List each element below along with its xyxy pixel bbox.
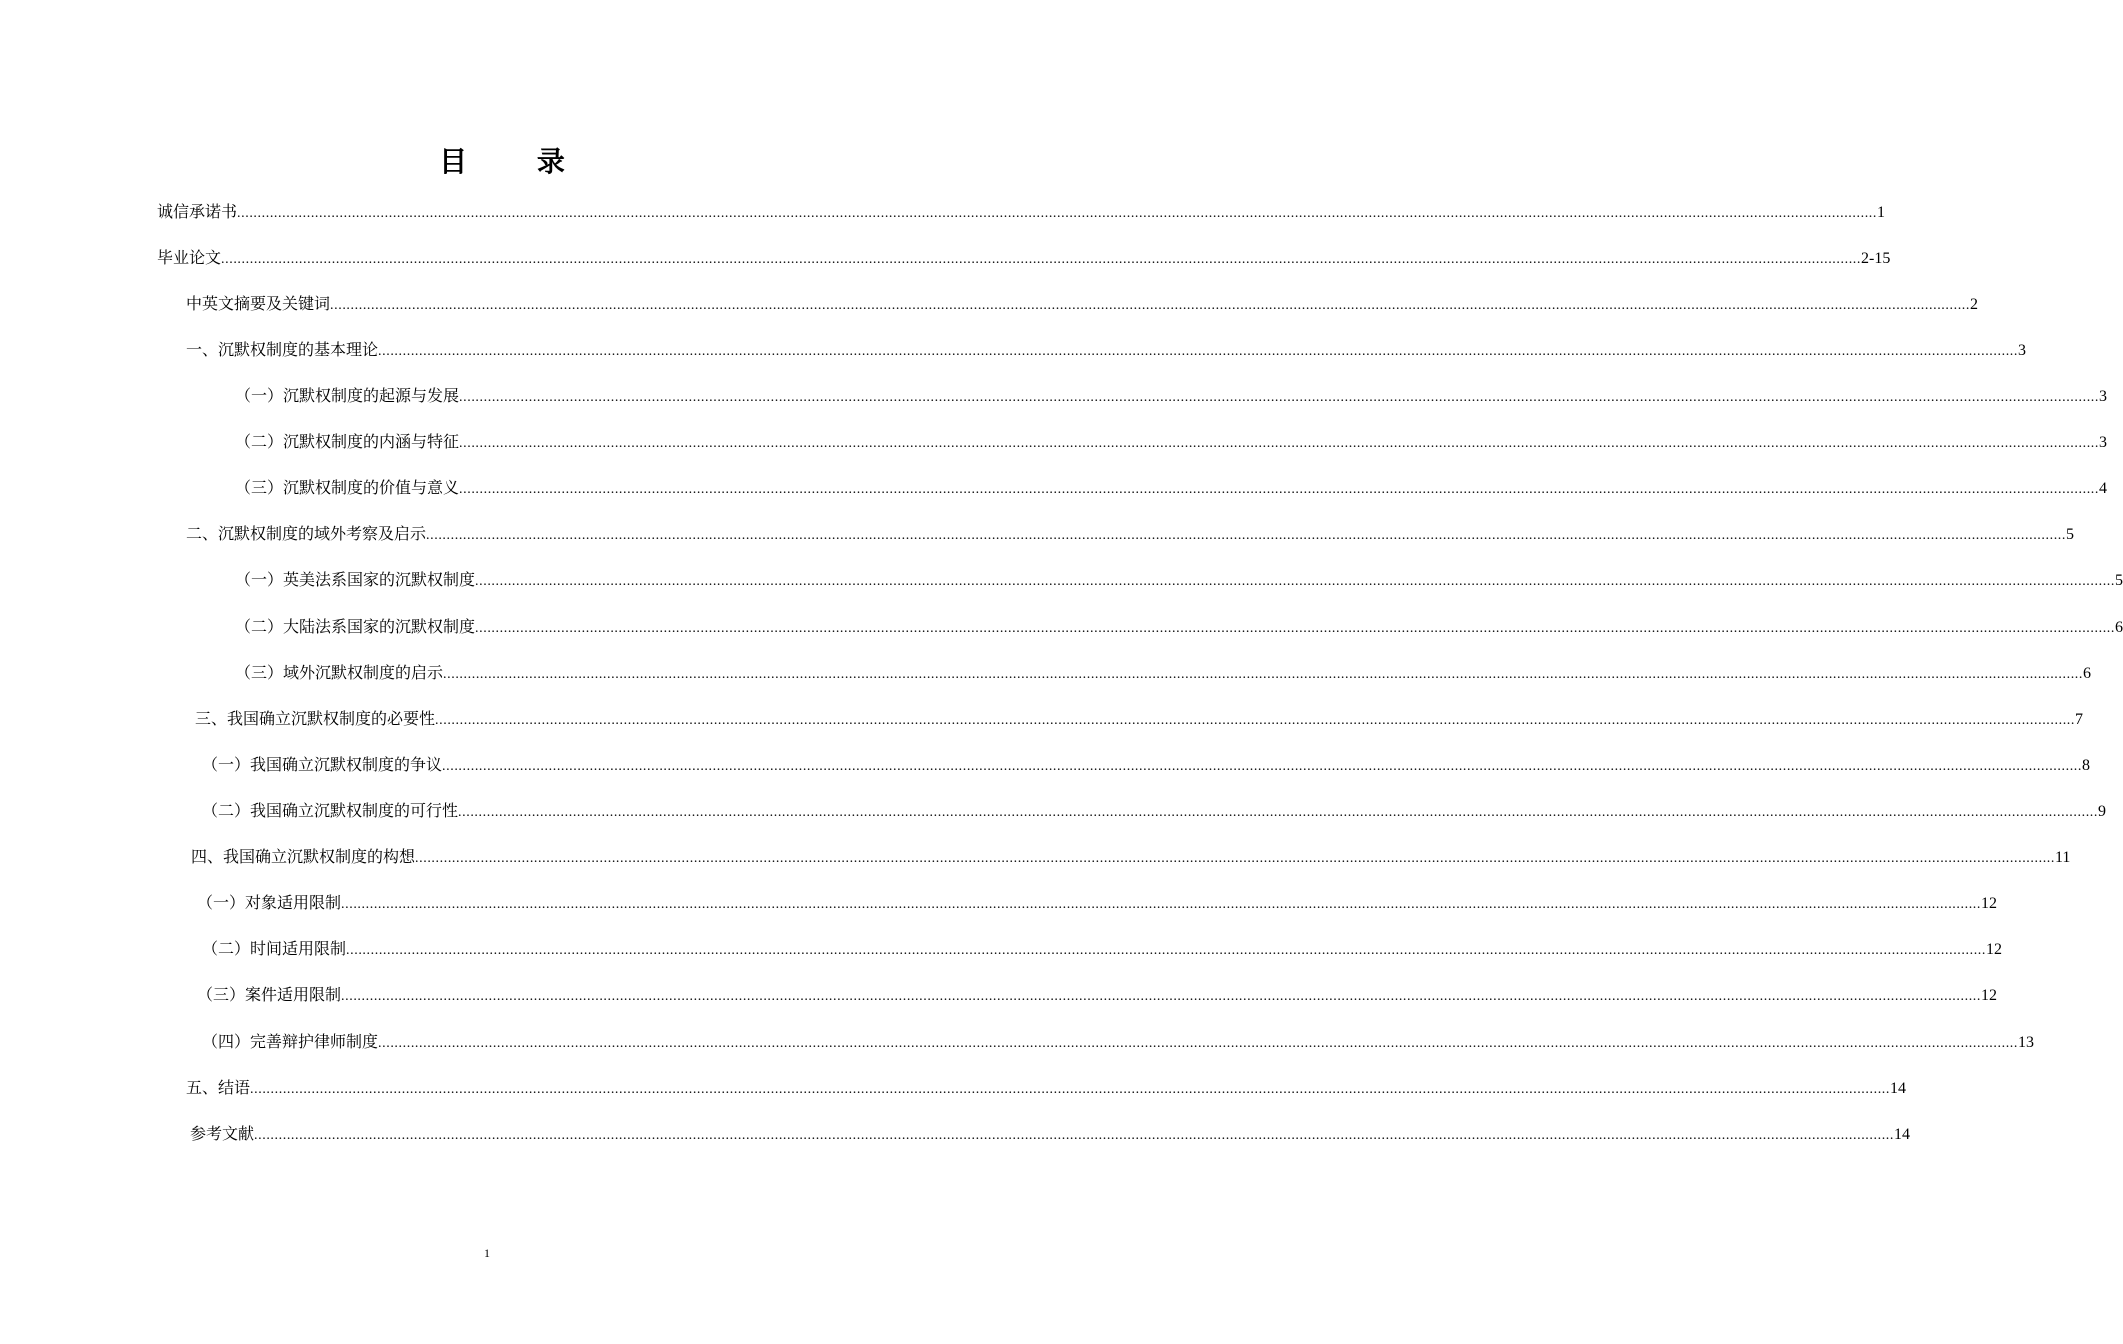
toc-entry xyxy=(235,475,2108,501)
toc-leader-dots: ................................................................................................................................................................................................................................................................................................................................................................................................................ xyxy=(459,436,2100,451)
toc-entry xyxy=(191,844,2071,870)
toc-leader-dots: ................................................................................................................................................................................................................................................................................................................................................................................................................ xyxy=(475,621,2116,636)
toc-leader-dots: ................................................................................................................................................................................................................................................................................................................................................................................................................ xyxy=(250,1082,1891,1097)
toc-entry-label: （一）沉默权制度的起源与发展 xyxy=(235,386,460,405)
toc-entry-label: （二）大陆法系国家的沉默权制度 xyxy=(235,617,476,636)
toc-leader-dots: ................................................................................................................................................................................................................................................................................................................................................................................................................ xyxy=(221,252,1862,267)
page-title: 目 录 xyxy=(439,145,595,178)
toc-entry xyxy=(202,798,2107,824)
toc-entry-label: 诚信承诺书 xyxy=(157,202,238,221)
toc-entry-page: 3 xyxy=(2099,434,2108,451)
toc-leader-dots: ................................................................................................................................................................................................................................................................................................................................................................................................................ xyxy=(475,574,2116,589)
toc-entry-label: （三）沉默权制度的价值与意义 xyxy=(235,478,460,497)
toc-entry-label: 四、我国确立沉默权制度的构想 xyxy=(191,847,416,866)
toc-entry xyxy=(186,291,1979,317)
toc-entry xyxy=(235,660,2092,686)
toc-entry-page: 6 xyxy=(2115,619,2123,636)
toc-entry xyxy=(157,199,1886,225)
toc-entry-page: 4 xyxy=(2099,480,2108,497)
toc-entry xyxy=(195,706,2084,732)
toc-leader-dots: ................................................................................................................................................................................................................................................................................................................................................................................................................ xyxy=(459,390,2100,405)
toc-entry xyxy=(202,752,2091,778)
toc-entry-page: 12 xyxy=(1981,987,1998,1004)
toc-entry-label: （二）时间适用限制 xyxy=(202,939,347,958)
toc-entry xyxy=(235,429,2108,455)
toc-leader-dots: ................................................................................................................................................................................................................................................................................................................................................................................................................ xyxy=(459,482,2100,497)
toc-entry-page: 14 xyxy=(1890,1080,1907,1097)
toc-entry-label: 二、沉默权制度的域外考察及启示 xyxy=(186,524,427,543)
toc-entry-label: 三、我国确立沉默权制度的必要性 xyxy=(195,709,436,728)
toc-entry-label: （四）完善辩护律师制度 xyxy=(202,1032,379,1051)
toc-entry xyxy=(197,982,1998,1008)
toc-leader-dots: ................................................................................................................................................................................................................................................................................................................................................................................................................ xyxy=(442,759,2083,774)
toc-entry xyxy=(186,521,2075,547)
toc-entry-label: （二）我国确立沉默权制度的可行性 xyxy=(202,801,459,820)
toc-entry xyxy=(197,890,1998,916)
toc-entry-label: （二）沉默权制度的内涵与特征 xyxy=(235,432,460,451)
toc-entry-page: 3 xyxy=(2099,388,2108,405)
toc-entry xyxy=(235,614,2123,640)
toc-entry-label: 一、沉默权制度的基本理论 xyxy=(186,340,379,359)
toc-leader-dots: ................................................................................................................................................................................................................................................................................................................................................................................................................ xyxy=(458,805,2099,820)
toc-entry xyxy=(157,245,1891,271)
toc-entry-page: 1 xyxy=(1877,204,1886,221)
toc-leader-dots: ................................................................................................................................................................................................................................................................................................................................................................................................................ xyxy=(346,943,1987,958)
toc-entry-page: 7 xyxy=(2075,711,2084,728)
toc-entry xyxy=(202,1029,2035,1055)
toc-leader-dots: ................................................................................................................................................................................................................................................................................................................................................................................................................ xyxy=(341,989,1982,1004)
toc-leader-dots: ................................................................................................................................................................................................................................................................................................................................................................................................................ xyxy=(426,528,2067,543)
toc-entry-label: 中英文摘要及关键词 xyxy=(186,294,331,313)
toc-entry-label: （一）对象适用限制 xyxy=(197,893,342,912)
toc-entry-label: 参考文献 xyxy=(190,1124,255,1143)
toc-entry-label: （三）案件适用限制 xyxy=(197,985,342,1004)
toc-entry-page: 2-15 xyxy=(1861,250,1891,267)
toc-leader-dots: ................................................................................................................................................................................................................................................................................................................................................................................................................ xyxy=(330,298,1971,313)
toc-entry-page: 6 xyxy=(2083,665,2092,682)
toc-entry-label: 毕业论文 xyxy=(157,248,222,267)
toc-entry xyxy=(235,383,2108,409)
toc-entry-page: 14 xyxy=(1894,1126,1911,1143)
toc-entry-page: 9 xyxy=(2098,803,2107,820)
toc-leader-dots: ................................................................................................................................................................................................................................................................................................................................................................................................................ xyxy=(378,1036,2019,1051)
toc-entry-page: 3 xyxy=(2018,342,2027,359)
toc-leader-dots: ................................................................................................................................................................................................................................................................................................................................................................................................................ xyxy=(435,713,2076,728)
toc-entry xyxy=(202,936,2003,962)
toc-entry-label: （一）英美法系国家的沉默权制度 xyxy=(235,570,476,589)
toc-leader-dots: ................................................................................................................................................................................................................................................................................................................................................................................................................ xyxy=(415,851,2056,866)
toc-entry-page: 12 xyxy=(1986,941,2003,958)
toc-entry-label: （一）我国确立沉默权制度的争议 xyxy=(202,755,443,774)
toc-entry-page: 5 xyxy=(2115,572,2123,589)
toc-entry-page: 2 xyxy=(1970,296,1979,313)
toc-leader-dots: ................................................................................................................................................................................................................................................................................................................................................................................................................ xyxy=(341,897,1982,912)
toc-entry-page: 12 xyxy=(1981,895,1998,912)
toc-entry-page: 13 xyxy=(2018,1034,2035,1051)
toc-leader-dots: ................................................................................................................................................................................................................................................................................................................................................................................................................ xyxy=(378,344,2019,359)
toc-entry xyxy=(235,567,2123,593)
toc-entry xyxy=(190,1121,1911,1147)
toc-entry xyxy=(186,337,2027,363)
toc-leader-dots: ................................................................................................................................................................................................................................................................................................................................................................................................................ xyxy=(443,667,2084,682)
toc-entry-page: 11 xyxy=(2055,849,2071,866)
toc-entry xyxy=(186,1075,1907,1101)
toc-leader-dots: ................................................................................................................................................................................................................................................................................................................................................................................................................ xyxy=(254,1128,1895,1143)
toc-leader-dots: ................................................................................................................................................................................................................................................................................................................................................................................................................ xyxy=(237,206,1878,221)
toc-entry-label: （三）域外沉默权制度的启示 xyxy=(235,663,444,682)
toc-entry-page: 8 xyxy=(2082,757,2091,774)
toc-entry-label: 五、结语 xyxy=(186,1078,251,1097)
toc-entry-page: 5 xyxy=(2066,526,2075,543)
page-number-footer: 1 xyxy=(484,1246,490,1260)
